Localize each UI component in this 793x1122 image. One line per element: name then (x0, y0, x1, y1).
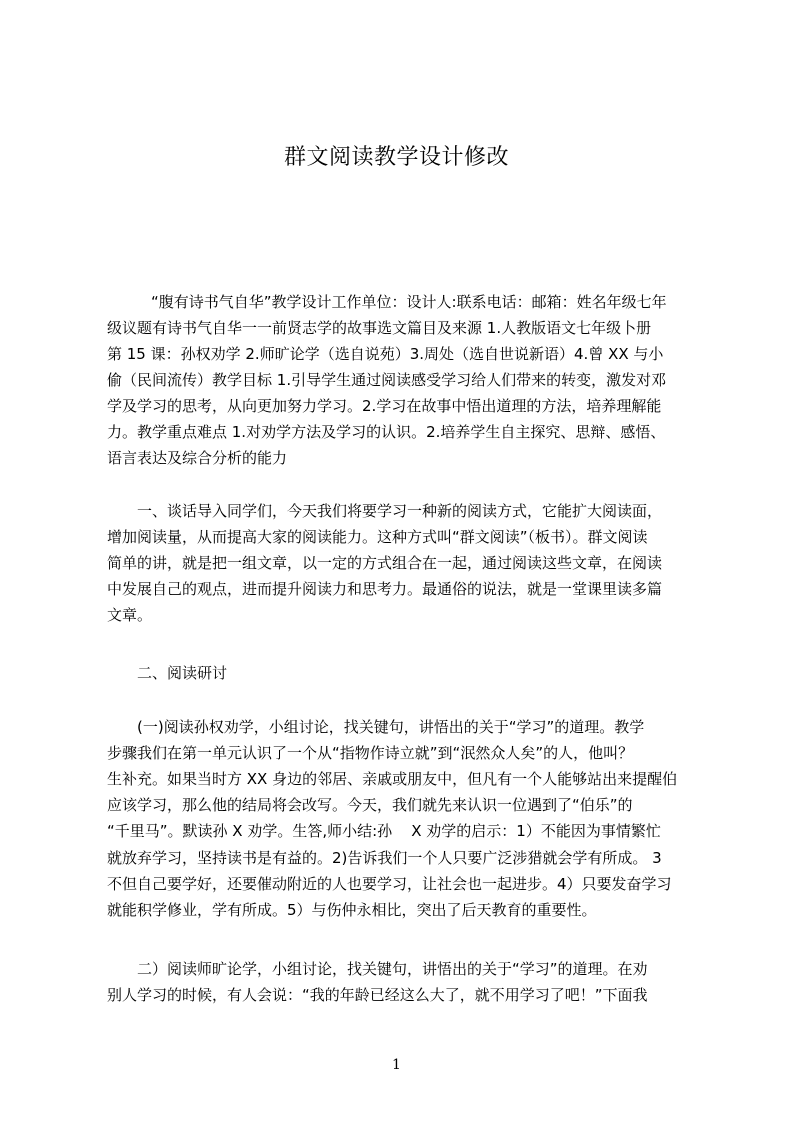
intro-line: 级议题有诗书气自华一一前贤志学的故事选文篇目及来源 1.人教版语文七年级卜册 (107, 319, 652, 337)
page-title: 群文阅读教学设计修改 (283, 145, 509, 170)
intro-line: 学及学习的思考，从向更加努力学习。2.学习在故事中悟出道理的方法，培养理解能 (107, 397, 662, 415)
intro-line: 语言表达及综合分析的能力 (107, 449, 288, 467)
section1-line: 文章。 (107, 606, 153, 624)
part1-line: (一)阅读孙权劝学，小组讨论，找关键句，讲悟出的关于“学习”的道理。教学 (137, 718, 645, 736)
part2-line: 别人学习的时候，有人会说：“我的年龄已经这么大了，就不用学习了吧！”下面我 (107, 986, 648, 1004)
section1-line: 中发展自己的观点，进而提升阅读力和思考力。最通俗的说法，就是一堂课里读多篇 (107, 580, 663, 598)
part1-line: “千里马”。默读孙 X 劝学。生答,师小结:孙 X 劝学的启示：1）不能因为事情繁忙 (107, 822, 661, 840)
intro-line: 第 15 课：孙权劝学 2.师旷论学（选自说苑）3.周处（选自世说新语）4.曾 XX 与小 (107, 345, 664, 363)
intro-line: “腹有诗书气自华”教学设计工作单位：设计人:联系电话：邮箱：姓名年级七年 (151, 293, 667, 311)
intro-line: 偷（民间流传）教学目标 1.引导学生通过阅读感受学习给人们带来的转变，激发对邓 (107, 371, 667, 389)
part1-line: 就能积学修业，学有所成。5）与伤仲永相比，突出了后天教育的重要性。 (107, 901, 597, 919)
part1-line: 应该学习，那么他的结局将会改写。今天，我们就先来认识一位遇到了“伯乐”的 (107, 796, 633, 814)
section1-line: 增加阅读量，从而提高大家的阅读能力。这种方式叫“群文阅读”（板书）。群文阅读 (107, 528, 648, 546)
section1-line: 一、谈话导入同学们，今天我们将要学习一种新的阅读方式，它能扩大阅读面， (137, 502, 663, 520)
part2-line: 二）阅读师旷论学，小组讨论，找关键句，讲悟出的关于“学习”的道理。在劝 (137, 960, 648, 978)
part1-line: 就放弃学习，坚持读书是有益的。2)告诉我们一个人只要广泛涉猎就会学有所成。 3 (107, 849, 662, 867)
section2-heading: 二、阅读研讨 (137, 664, 228, 682)
part1-line: 生补充。如果当时方 XX 身边的邻居、亲戚或朋友中，但凡有一个人能够站出来提醒伯 (107, 770, 678, 788)
part1-line: 不但自己要学好，还要催动附近的人也要学习，让社会也一起进步。4）只要发奋学习 (107, 875, 672, 893)
intro-line: 力。教学重点难点 1.对劝学方法及学习的认识。2.培养学生自主探究、思辩、感悟、 (107, 423, 666, 441)
section1-line: 简单的讲，就是把一组文章，以一定的方式组合在一起，通过阅读这些文章，在阅读 (107, 554, 663, 572)
page-number: 1 (392, 1057, 401, 1073)
part1-line: 步骤我们在第一单元认识了一个从“指物作诗立就”到“泯然众人矣”的人，他叫？ (107, 744, 634, 762)
